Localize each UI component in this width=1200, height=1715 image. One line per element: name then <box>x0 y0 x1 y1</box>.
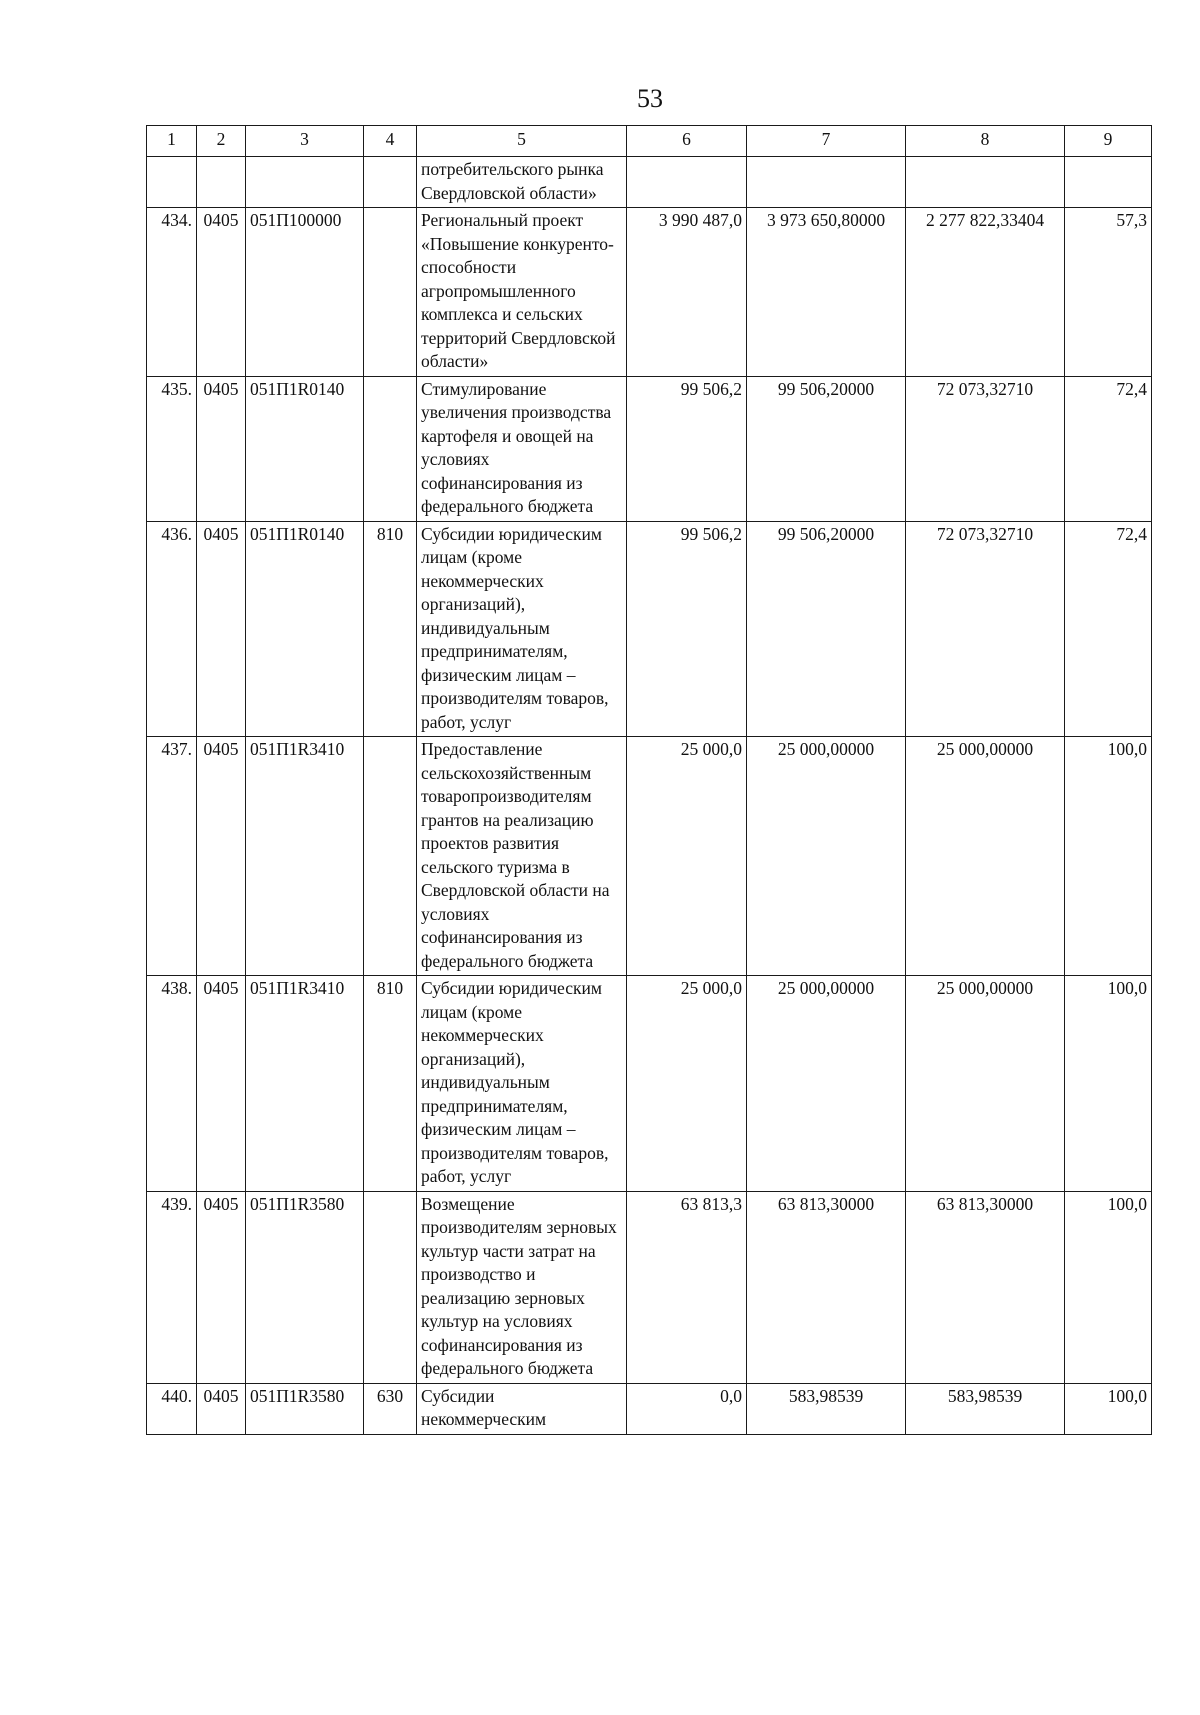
item-name: Субсидии юридическим лицам (кроме некоммерческих организаций), индивидуальным предпринимателям, физическим лицам – производителям товаров, работ, услуг <box>417 521 627 737</box>
target-article-code: 051П1R3410 <box>246 737 364 976</box>
table-row <box>147 157 1152 208</box>
table-row <box>147 521 1152 737</box>
expense-type-code <box>364 157 417 208</box>
column-header: 7 <box>747 126 906 157</box>
row-number: 439. <box>147 1191 197 1383</box>
expense-type-code <box>364 208 417 377</box>
budget-list-amount: 99 506,20000 <box>747 376 906 521</box>
page-number: 53 <box>637 84 663 113</box>
header-row <box>147 126 1152 157</box>
row-number: 436. <box>147 521 197 737</box>
approved-amount: 99 506,2 <box>627 376 747 521</box>
target-article-code: 051П1R3580 <box>246 1191 364 1383</box>
approved-amount <box>627 157 747 208</box>
budget-table <box>146 125 1152 1435</box>
approved-amount: 0,0 <box>627 1383 747 1434</box>
row-number: 440. <box>147 1383 197 1434</box>
execution-percent <box>1065 157 1152 208</box>
item-name: потребительского рынка Свердловской области» <box>417 157 627 208</box>
item-name: Субсидии некоммерческим <box>417 1383 627 1434</box>
approved-amount: 99 506,2 <box>627 521 747 737</box>
approved-amount: 25 000,0 <box>627 976 747 1192</box>
section-code: 0405 <box>197 521 246 737</box>
approved-amount: 3 990 487,0 <box>627 208 747 377</box>
row-number: 437. <box>147 737 197 976</box>
approved-amount: 25 000,0 <box>627 737 747 976</box>
execution-percent: 100,0 <box>1065 976 1152 1192</box>
column-header: 9 <box>1065 126 1152 157</box>
execution-percent: 100,0 <box>1065 1191 1152 1383</box>
item-name: Региональный проект «Повышение конкуренто-способности агропромышленного комплекса и сельских территорий Свердловской области» <box>417 208 627 377</box>
execution-percent: 100,0 <box>1065 1383 1152 1434</box>
executed-amount <box>906 157 1065 208</box>
column-header: 4 <box>364 126 417 157</box>
target-article-code: 051П1R3410 <box>246 976 364 1192</box>
column-header: 3 <box>246 126 364 157</box>
expense-type-code: 810 <box>364 976 417 1192</box>
column-header: 1 <box>147 126 197 157</box>
section-code: 0405 <box>197 208 246 377</box>
row-number <box>147 157 197 208</box>
expense-type-code <box>364 376 417 521</box>
table-row <box>147 376 1152 521</box>
expense-type-code <box>364 1191 417 1383</box>
executed-amount: 63 813,30000 <box>906 1191 1065 1383</box>
target-article-code: 051П100000 <box>246 208 364 377</box>
section-code <box>197 157 246 208</box>
target-article-code <box>246 157 364 208</box>
table-row <box>147 208 1152 377</box>
item-name: Предоставление сельскохозяйственным товаропроизводителям грантов на реализацию проектов развития сельского туризма в Свердловской области на условиях софинансирования из федерального бюджета <box>417 737 627 976</box>
expense-type-code: 810 <box>364 521 417 737</box>
approved-amount: 63 813,3 <box>627 1191 747 1383</box>
item-name: Возмещение производителям зерновых культур части затрат на производство и реализацию зерновых культур на условиях софинансирования из федерального бюджета <box>417 1191 627 1383</box>
item-name: Стимулирование увеличения производства картофеля и овощей на условиях софинансирования из федерального бюджета <box>417 376 627 521</box>
executed-amount: 72 073,32710 <box>906 376 1065 521</box>
table-row <box>147 976 1152 1192</box>
target-article-code: 051П1R3580 <box>246 1383 364 1434</box>
section-code: 0405 <box>197 376 246 521</box>
table-row <box>147 1191 1152 1383</box>
row-number: 435. <box>147 376 197 521</box>
budget-list-amount: 99 506,20000 <box>747 521 906 737</box>
executed-amount: 25 000,00000 <box>906 976 1065 1192</box>
budget-list-amount <box>747 157 906 208</box>
executed-amount: 25 000,00000 <box>906 737 1065 976</box>
execution-percent: 72,4 <box>1065 521 1152 737</box>
execution-percent: 72,4 <box>1065 376 1152 521</box>
budget-list-amount: 25 000,00000 <box>747 737 906 976</box>
target-article-code: 051П1R0140 <box>246 376 364 521</box>
expense-type-code: 630 <box>364 1383 417 1434</box>
target-article-code: 051П1R0140 <box>246 521 364 737</box>
expense-type-code <box>364 737 417 976</box>
item-name: Субсидии юридическим лицам (кроме некоммерческих организаций), индивидуальным предпринимателям, физическим лицам – производителям товаров, работ, услуг <box>417 976 627 1192</box>
column-header: 5 <box>417 126 627 157</box>
section-code: 0405 <box>197 976 246 1192</box>
budget-list-amount: 25 000,00000 <box>747 976 906 1192</box>
section-code: 0405 <box>197 1383 246 1434</box>
row-number: 438. <box>147 976 197 1192</box>
table-row <box>147 737 1152 976</box>
execution-percent: 57,3 <box>1065 208 1152 377</box>
section-code: 0405 <box>197 1191 246 1383</box>
budget-list-amount: 3 973 650,80000 <box>747 208 906 377</box>
column-header: 8 <box>906 126 1065 157</box>
executed-amount: 583,98539 <box>906 1383 1065 1434</box>
row-number: 434. <box>147 208 197 377</box>
budget-list-amount: 63 813,30000 <box>747 1191 906 1383</box>
column-header: 2 <box>197 126 246 157</box>
column-header: 6 <box>627 126 747 157</box>
section-code: 0405 <box>197 737 246 976</box>
executed-amount: 72 073,32710 <box>906 521 1065 737</box>
budget-list-amount: 583,98539 <box>747 1383 906 1434</box>
execution-percent: 100,0 <box>1065 737 1152 976</box>
executed-amount: 2 277 822,33404 <box>906 208 1065 377</box>
table-row <box>147 1383 1152 1434</box>
